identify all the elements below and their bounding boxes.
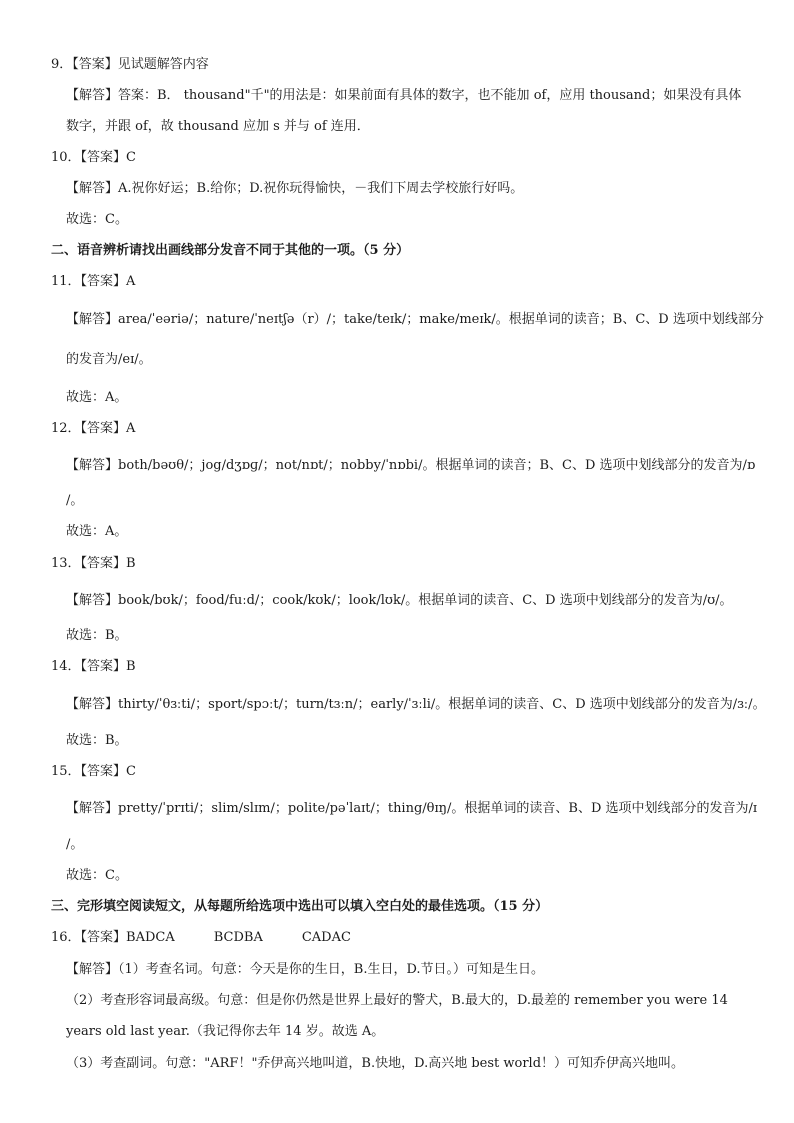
text-line: 三、完形填空阅读短文，从每题所给选项中选出可以填入空白处的最佳选项。（15 分）: [51, 899, 549, 914]
text-line: 【解答】（1）考查名词。句意：今天是你的生日，B.生日，D.节日。）可知是生日。: [66, 962, 545, 977]
text-line: 【解答】thirty/ˈθɜːti/；sport/spɔːt/；turn/tɜːn/；early/ˈɜːli/。根据单词的读音、C、D 选项中划线部分的发音为/ɜː/。: [66, 697, 766, 712]
text-line: /。: [66, 837, 84, 852]
text-line: 14．【答案】B: [51, 659, 136, 674]
text-line: 数字，并跟 of，故 thousand 应加 s 并与 of 连用．: [66, 119, 370, 134]
text-line: 二、语音辨析请找出画线部分发音不同于其他的一项。（5 分）: [51, 243, 410, 258]
text-line: 故选：B。: [66, 733, 128, 748]
text-line: 16．【答案】BADCA BCDBA CADAC: [51, 930, 351, 945]
text-line: 【解答】area/ˈeəriə/；nature/ˈneɪtʃə（r）/；take/teɪk/；make/meɪk/。根据单词的读音；B、C、D 选项中划线部分: [66, 312, 764, 327]
text-line: 10．【答案】C: [51, 150, 136, 165]
text-line: 12．【答案】A: [51, 421, 136, 436]
text-line: 【解答】both/bəʊθ/；jog/dʒɒɡ/；not/nɒt/；nobby/ˈnɒbi/。根据单词的读音；B、C、D 选项中划线部分的发音为/ɒ: [66, 458, 756, 473]
text-line: 【解答】A.祝你好运；B.给你；D.祝你玩得愉快，－我们下周去学校旅行好吗。: [66, 181, 524, 196]
text-line: 15．【答案】C: [51, 764, 136, 779]
text-line: 【解答】pretty/ˈprɪti/；slim/slɪm/；polite/pəˈlaɪt/；thing/θɪŋ/。根据单词的读音、B、D 选项中划线部分的发音为/ɪ: [66, 801, 758, 816]
text-line: 故选：B。: [66, 628, 128, 643]
text-line: 【解答】答案：B． thousand"千"的用法是：如果前面有具体的数字，也不能加 of，应用 thousand；如果没有具体: [66, 88, 742, 103]
text-line: years old last year.（我记得你去年 14 岁。故选 A。: [66, 1024, 385, 1039]
text-line: /。: [66, 493, 84, 508]
text-line: 故选：C。: [66, 868, 128, 883]
text-line: 故选：A。: [66, 390, 128, 405]
text-line: 的发音为/eɪ/。: [66, 352, 152, 367]
text-line: 11．【答案】A: [51, 274, 136, 289]
text-line: （2）考查形容词最高级。句意：但是你仍然是世界上最好的警犬，B.最大的，D.最差的 remember you were 14: [66, 993, 728, 1008]
text-line: （3）考查副词。句意："ARF！"乔伊高兴地叫道，B.快地，D.高兴地 best world！）可知乔伊高兴地叫。: [66, 1056, 685, 1071]
text-line: 【解答】book/bʊk/；food/fuːd/；cook/kʊk/；look/lʊk/。根据单词的读音、C、D 选项中划线部分的发音为/ʊ/。: [66, 593, 733, 608]
text-line: 9．【答案】见试题解答内容: [51, 57, 209, 72]
text-line: 故选：A。: [66, 524, 128, 539]
text-line: 故选：C。: [66, 212, 128, 227]
text-line: 13．【答案】B: [51, 556, 136, 571]
